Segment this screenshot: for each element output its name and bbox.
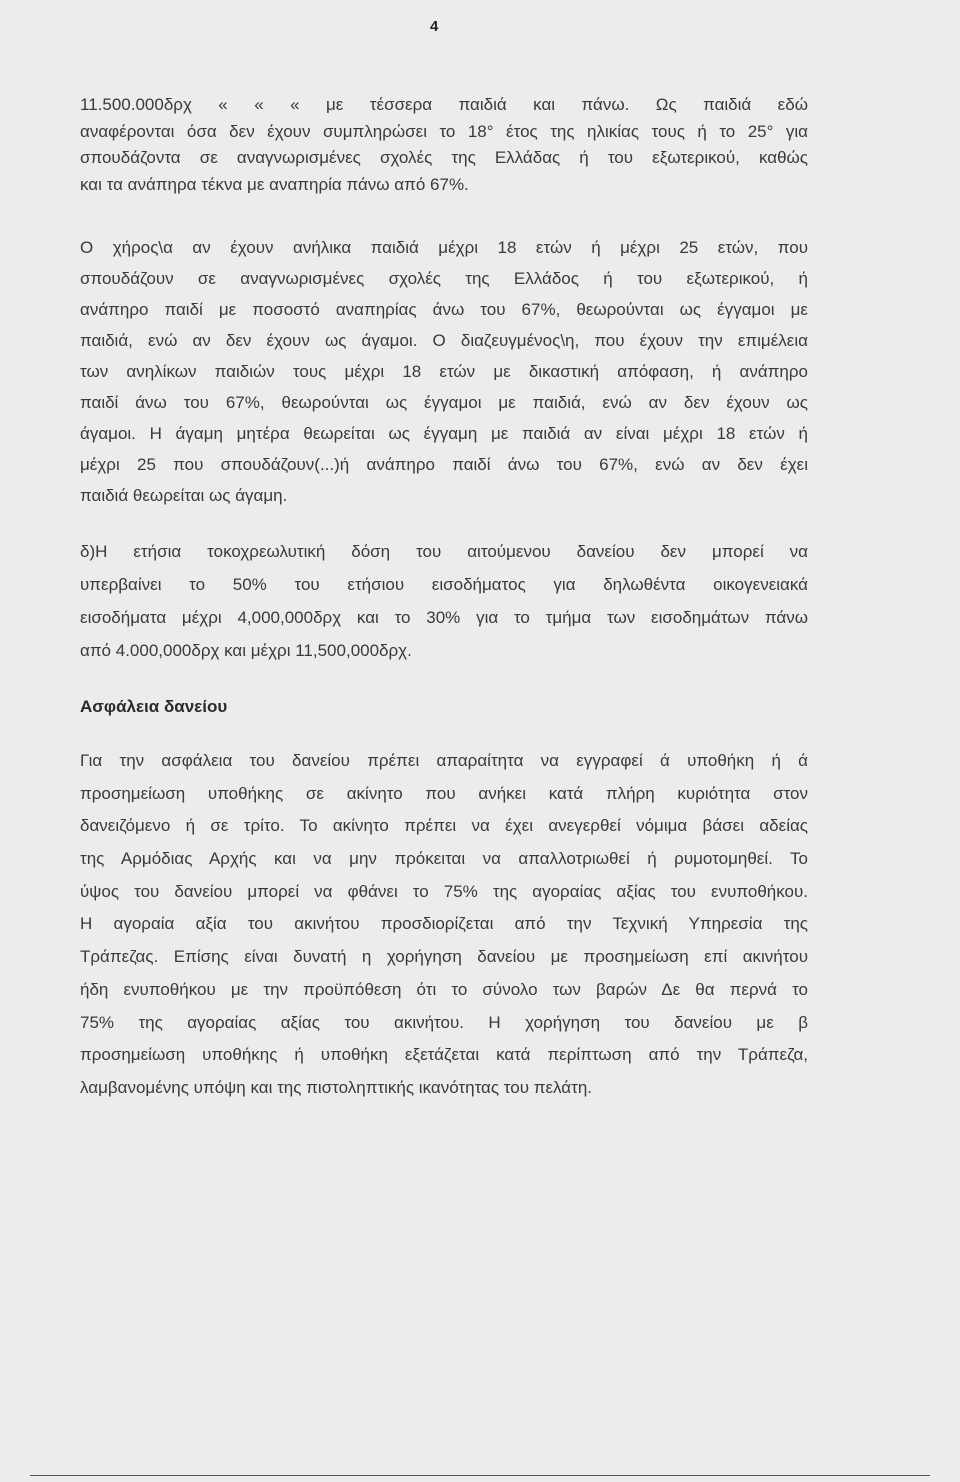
text-line: προσημείωση υποθήκης σε ακίνητο που ανήκει κατά πλήρη κυριότητα στον [80, 783, 808, 803]
page-number: 4 [430, 18, 439, 35]
text-line: εισοδήματα μέχρι 4,000,000δρχ και το 30% για το τμήμα των εισοδημάτων πάνω [80, 608, 808, 627]
text-line: ανάπηρο παιδί με ποσοστό αναπηρίας άνω του 67%, θεωρούνται ως έγγαμοι με [80, 300, 808, 319]
paragraph-loan-security [80, 745, 808, 1105]
paragraph-marital-status [80, 232, 808, 511]
text-line: Τράπεζας. Επίσης είναι δυνατή η χορήγηση δανείου με προσημείωση επί ακινήτου [80, 947, 808, 967]
text-line: λαμβανομένης υπόψη και της πιστοληπτικής ικανότητας του πελάτη. [80, 1077, 593, 1097]
text-line: ύψος του δανείου μπορεί να φθάνει το 75% της αγοραίας αξίας του ενυποθήκου. [80, 881, 808, 901]
text-line: παιδιά θεωρείται ως άγαμη. [80, 486, 288, 505]
text-line: ήδη ενυποθήκου με την προϋπόθεση ότι το σύνολο των βαρών Δε θα περνά το [80, 979, 808, 999]
text-line: αναφέρονται όσα δεν έχουν συμπληρώσει το 18° έτος της ηλικίας τους ή το 25° για [80, 121, 808, 141]
scan-edge-line [30, 1475, 930, 1476]
text-line: δανειζόμενο ή σε τρίτο. Το ακίνητο πρέπει να έχει ανεγερθεί νόμιμα βάσει αδείας [80, 816, 808, 836]
text-line: των ανηλίκων παιδιών τους μέχρι 18 ετών με δικαστική απόφαση, ή ανάπηρο [80, 362, 808, 381]
text-line: 11.500.000δρχ « « « με τέσσερα παιδιά και πάνω. Ως παιδιά εδώ [80, 95, 808, 114]
text-line: Ο χήρος\α αν έχουν ανήλικα παιδιά μέχρι 18 ετών ή μέχρι 25 ετών, που [80, 238, 808, 257]
text-line: παιδί άνω του 67%, θεωρούνται ως έγγαμοι με παιδιά, ενώ αν δεν έχουν ως [80, 393, 808, 412]
text-line: παιδιά, ενώ αν δεν έχουν ως άγαμοι. Ο διαζευγμένος\η, που έχουν την επιμέλεια [80, 331, 808, 350]
text-line: μέχρι 25 που σπουδάζουν(...)ή ανάπηρο παιδί άνω του 67%, ενώ αν δεν έχει [80, 455, 808, 474]
paragraph-installment [80, 535, 808, 667]
text-line: άγαμοι. Η άγαμη μητέρα θεωρείται ως έγγαμη με παιδιά αν είναι μέχρι 18 ετών ή [80, 424, 808, 443]
document-body [80, 92, 808, 1105]
text-line: και τα ανάπηρα τέκνα με αναπηρία πάνω από 67%. [80, 174, 469, 194]
text-line: της Αρμόδιας Αρχής και να μην πρόκειται να απαλλοτριωθεί ή ρυμοτομηθεί. Το [80, 849, 808, 869]
section-heading: Ασφάλεια δανείου [80, 697, 228, 716]
text-line: Η αγοραία αξία του ακινήτου προσδιορίζεται από την Τεχνική Υπηρεσία της [80, 914, 808, 934]
text-line: υπερβαίνει το 50% του ετήσιου εισοδήματος για δηλωθέντα οικογενειακά [80, 575, 808, 594]
text-line: 75% της αγοραίας αξίας του ακινήτου. Η χορήγηση του δανείου με β [80, 1012, 808, 1032]
text-line: Για την ασφάλεια του δανείου πρέπει απαραίτητα να εγγραφεί ά υποθήκη ή ά [80, 751, 808, 770]
text-line: σπουδάζοντα σε αναγνωρισμένες σχολές της Ελλάδας ή του εξωτερικού, καθώς [80, 148, 808, 167]
text-line: από 4.000,000δρχ και μέχρι 11,500,000δρχ. [80, 641, 412, 660]
text-line: σπουδάζουν σε αναγνωρισμένες σχολές της Ελλάδος ή του εξωτερικού, ή [80, 269, 808, 288]
paragraph-income-continued [80, 92, 808, 198]
text-line: δ)Η ετήσια τοκοχρεωλυτική δόση του αιτούμενου δανείου δεν μπορεί να [80, 542, 808, 561]
text-line: προσημείωση υποθήκης ή υποθήκη εξετάζεται κατά περίπτωση από την Τράπεζα, [80, 1045, 808, 1065]
